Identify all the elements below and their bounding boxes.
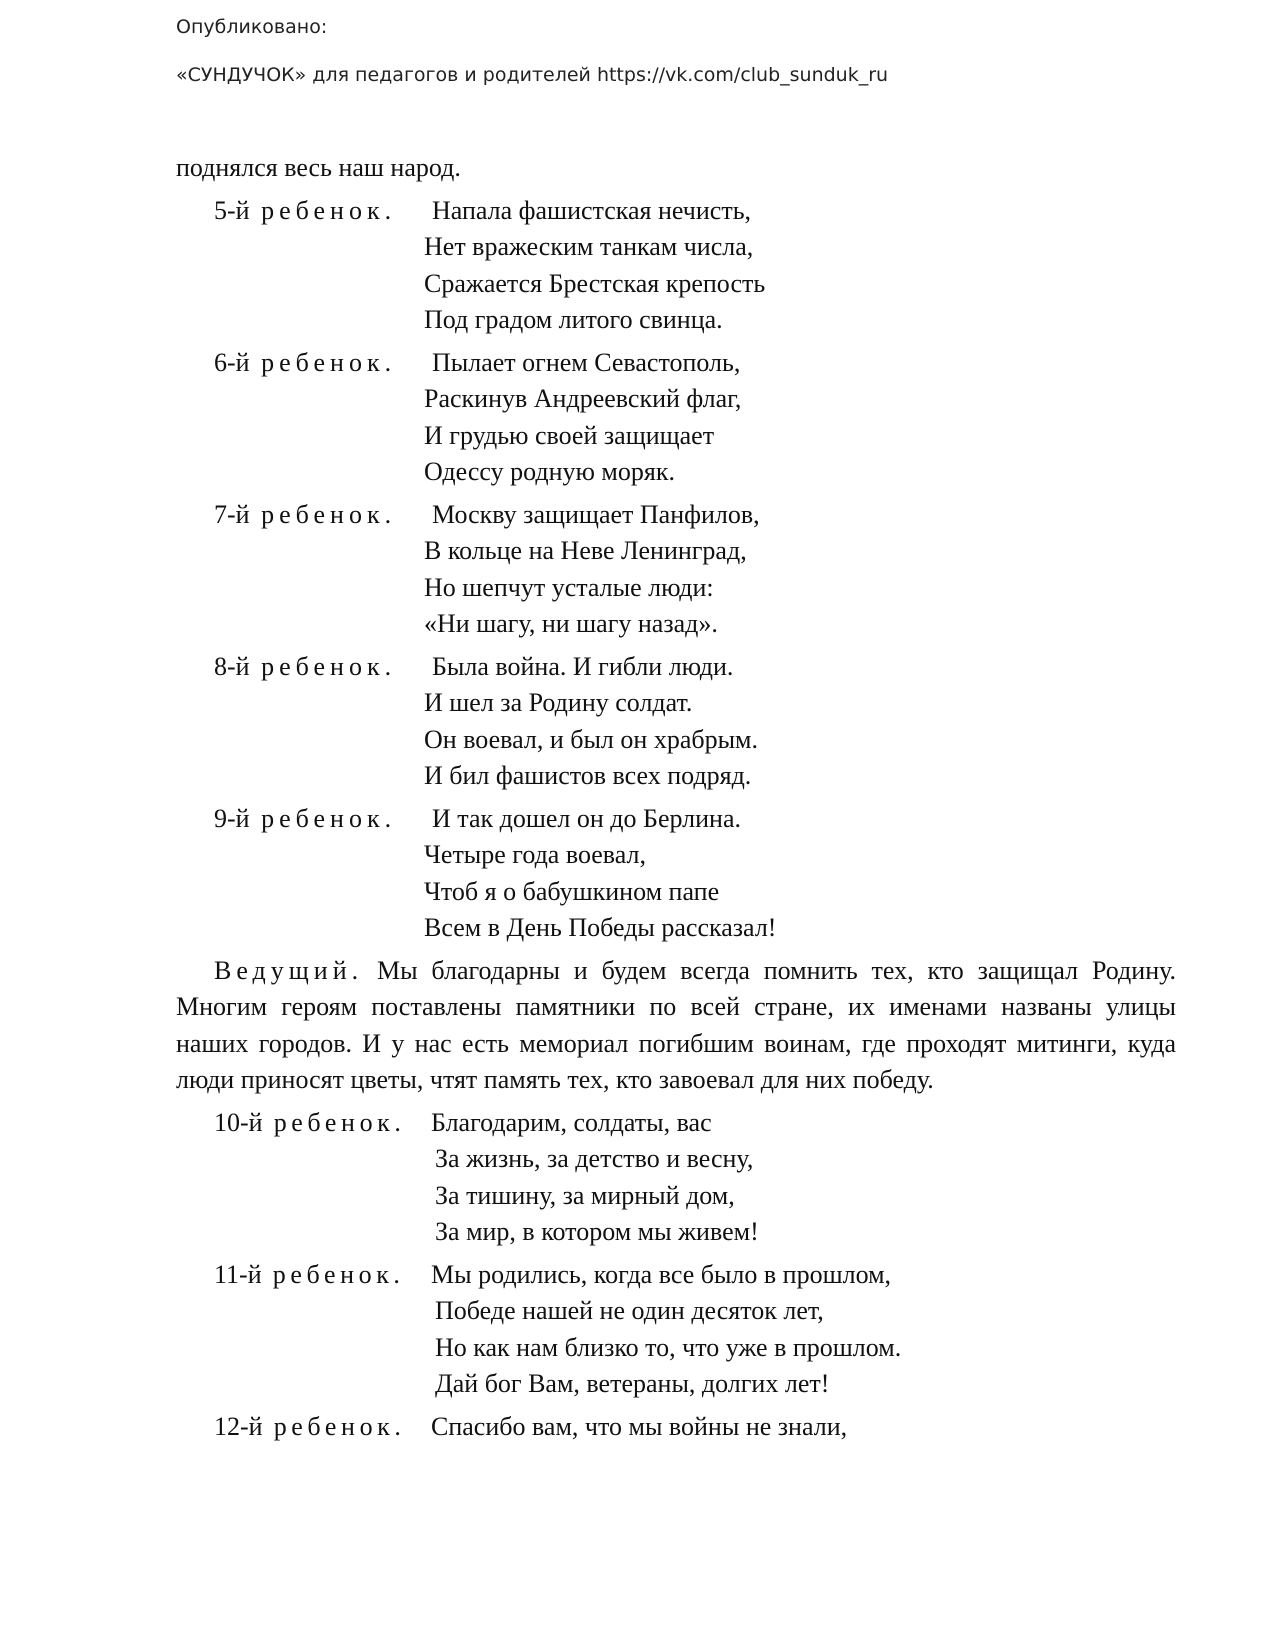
verse-line: Спасибо вам, что мы войны не знали,: [431, 1411, 848, 1441]
speaker-word: ребенок.: [261, 803, 397, 833]
verse-first-line: [176, 1105, 1176, 1142]
speaker-number: 12-й: [214, 1411, 263, 1441]
speaker-number: 10-й: [214, 1107, 263, 1137]
verse-first-line: [176, 1409, 1176, 1446]
verse-first-line: [176, 345, 1176, 382]
speaker-number: 9-й: [214, 803, 250, 833]
verse-line: Одессу родную моряк.: [424, 457, 675, 486]
verse-block: [176, 649, 1176, 795]
verse-line: Но как нам близко то, что уже в прошлом.: [435, 1332, 902, 1362]
verse-line: Москву защищает Панфилов,: [432, 499, 760, 529]
verse-block: [176, 497, 1176, 643]
speaker-number: 7-й: [214, 499, 250, 529]
speaker-label: [214, 649, 432, 686]
speaker-label: [214, 193, 432, 230]
verse-first-line: [176, 497, 1176, 534]
verse-line: Он воевал, и был он храбрым.: [424, 724, 759, 754]
speaker-word: ребенок.: [273, 1107, 406, 1137]
speaker-word: ребенок.: [261, 347, 397, 377]
speaker-word: ребенок.: [272, 1259, 405, 1289]
verse-line: Сражается Брестская крепость: [424, 268, 766, 298]
host-speaker: Ведущий.: [214, 955, 364, 985]
host-text: Мы благодарны и будем всегда помнить тех, кто защищал Родину. Многим героям поставлены памятники по всей стране, их именами названы улицы наших городов. И у нас есть мемориал погибшим воинам, где проходят митинги, куда люди приносят цветы, чтят память тех, кто завоевал для них победу.: [176, 955, 1177, 1094]
verse-first-line: [176, 801, 1176, 838]
speaker-label: [214, 801, 432, 838]
verse-block: [176, 1257, 1176, 1403]
speaker-number: 5-й: [214, 195, 250, 225]
verse-line: Под градом литого свинца.: [424, 305, 723, 334]
verse-block: [176, 1105, 1176, 1251]
speaker-label: [214, 345, 432, 382]
verse-line: Нет вражеским танкам числа,: [424, 232, 754, 261]
verse-line: Дай бог Вам, ветераны, долгих лет!: [435, 1369, 830, 1398]
speaker-label: [214, 1105, 431, 1142]
host-paragraph: [176, 953, 1176, 1099]
speaker-word: ребенок.: [261, 499, 397, 529]
verse-line: Была война. И гибли люди.: [432, 651, 734, 681]
verse-line: Но шепчут усталые люди:: [424, 572, 714, 602]
speaker-word: ребенок.: [261, 651, 397, 681]
verse-first-line: [176, 1257, 1176, 1294]
verse-line: «Ни шагу, ни шагу назад».: [424, 609, 718, 638]
verse-line: Благодарим, солдаты, вас: [431, 1107, 712, 1137]
verse-line: И грудью своей защищает: [424, 420, 715, 450]
verse-block: [176, 345, 1176, 491]
verse-first-line: [176, 649, 1176, 686]
speaker-label: [214, 497, 432, 534]
verse-line: За мир, в котором мы живем!: [435, 1217, 759, 1246]
verse-block: [176, 193, 1176, 339]
speaker-number: 6-й: [214, 347, 250, 377]
verse-line: Победе нашей не один десяток лет,: [435, 1296, 824, 1325]
speaker-label: [214, 1257, 431, 1294]
verse-first-line: [176, 193, 1176, 230]
verse-block: [176, 801, 1176, 947]
source-line: «СУНДУЧОК» для педагогов и родителей https://vk.com/club_sunduk_ru: [176, 64, 889, 86]
speaker-word: ребенок.: [273, 1411, 406, 1441]
verse-line: И так дошел он до Берлина.: [432, 803, 742, 833]
document-body: [176, 150, 1176, 1451]
verse-line: За тишину, за мирный дом,: [435, 1180, 735, 1210]
continuation-line: поднялся весь наш народ.: [176, 153, 461, 182]
verse-line: И шел за Родину солдат.: [424, 688, 693, 717]
speaker-word: ребенок.: [261, 195, 397, 225]
verses-group-a: [176, 193, 1176, 947]
verse-line: Всем в День Победы рассказал!: [424, 913, 777, 942]
verse-line: За жизнь, за детство и весну,: [435, 1144, 754, 1173]
verse-line: Четыре года воевал,: [424, 840, 646, 869]
verse-line: Мы родились, когда все было в прошлом,: [431, 1259, 892, 1289]
published-label: Опубликовано:: [176, 16, 328, 38]
verse-line: Пылает огнем Севастополь,: [432, 347, 741, 377]
verse-line: Напала фашистская нечисть,: [432, 195, 752, 225]
speaker-label: [214, 1409, 431, 1446]
verses-group-b: [176, 1105, 1176, 1446]
verse-line: Чтоб я о бабушкином папе: [424, 876, 720, 906]
verse-line: Раскинув Андреевский флаг,: [424, 384, 742, 413]
speaker-number: 11-й: [214, 1259, 262, 1289]
verse-line: И бил фашистов всех подряд.: [424, 761, 752, 790]
speaker-number: 8-й: [214, 651, 250, 681]
verse-line: В кольце на Неве Ленинград,: [424, 536, 747, 565]
verse-block: [176, 1409, 1176, 1446]
